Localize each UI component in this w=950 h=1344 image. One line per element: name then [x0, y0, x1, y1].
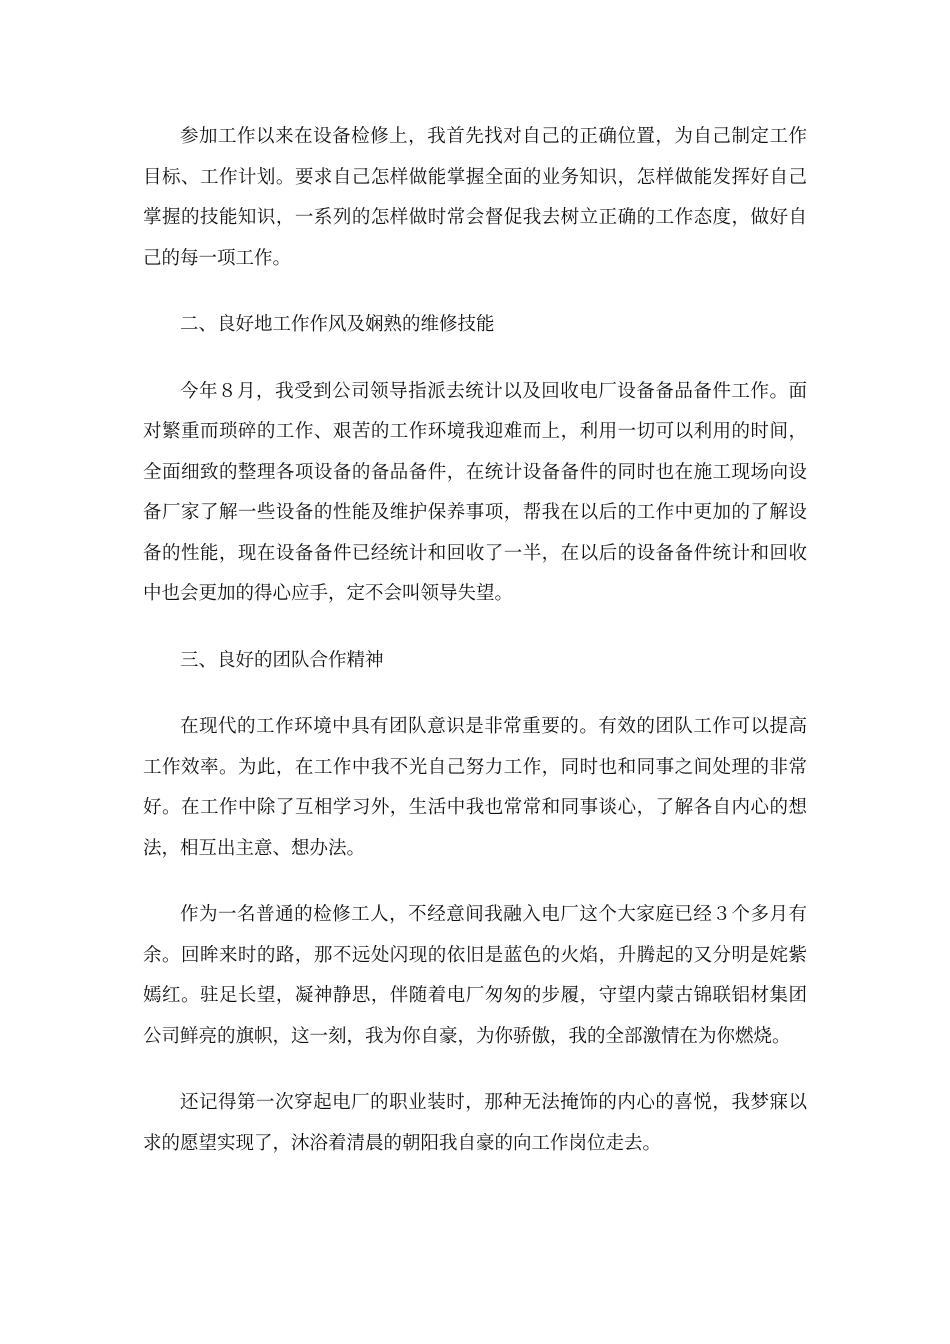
paragraph-work-attitude: 参加工作以来在设备检修上，我首先找对自己的正确位置，为自己制定工作目标、工作计划。要求自己怎样做能掌握全面的业务知识，怎样做能发挥好自己掌握的技能知识，一系列的怎样做时常会督促我去树立正确的工作态度，做好自己的每一项工作。	[143, 126, 807, 269]
section-heading-teamwork: 三、良好的团队合作精神	[180, 649, 384, 671]
paragraph-first-uniform: 还记得第一次穿起电厂的职业装时，那种无法掩饰的内心的喜悦，我梦寐以求的愿望实现了，沐浴着清晨的朝阳我自豪的向工作岗位走去。	[143, 1092, 807, 1154]
paragraph-spare-parts: 今年８月，我受到公司领导指派去统计以及回收电厂设备备品备件工作。面对繁重而琐碎的工作、艰苦的工作环境我迎难而上，利用一切可以利用的时间，全面细致的整理各项设备的备品备件，在统计设备备件的同时也在施工现场向设备厂家了解一些设备的性能及维护保养事项，帮我在以后的工作中更加的了解设备的性能，现在设备备件已经统计和回收了一半，在以后的设备备件统计和回收中也会更加的得心应手，定不会叫领导失望。	[143, 380, 807, 604]
section-heading-work-style: 二、良好地工作作风及娴熟的维修技能	[180, 314, 495, 335]
paragraph-reflection: 作为一名普通的检修工人，不经意间我融入电厂这个大家庭已经３个多月有余。回眸来时的路，那不远处闪现的依旧是蓝色的火焰，升腾起的又分明是姹紫嫣红。驻足长望，凝神静思，伴随着电厂匆匆的步履，守望内蒙古锦联铝材集团公司鲜亮的旗帜，这一刻，我为你自豪，为你骄傲，我的全部激情在为你燃烧。	[143, 904, 807, 1047]
document-body	[143, 117, 807, 1190]
paragraph-teamwork: 在现代的工作环境中具有团队意识是非常重要的。有效的团队工作可以提高工作效率。为此，在工作中我不光自己努力工作，同时也和同事之间处理的非常好。在工作中除了互相学习外，生活中我也常常和同事谈心，了解各自内心的想法，相互出主意、想办法。	[143, 716, 807, 859]
